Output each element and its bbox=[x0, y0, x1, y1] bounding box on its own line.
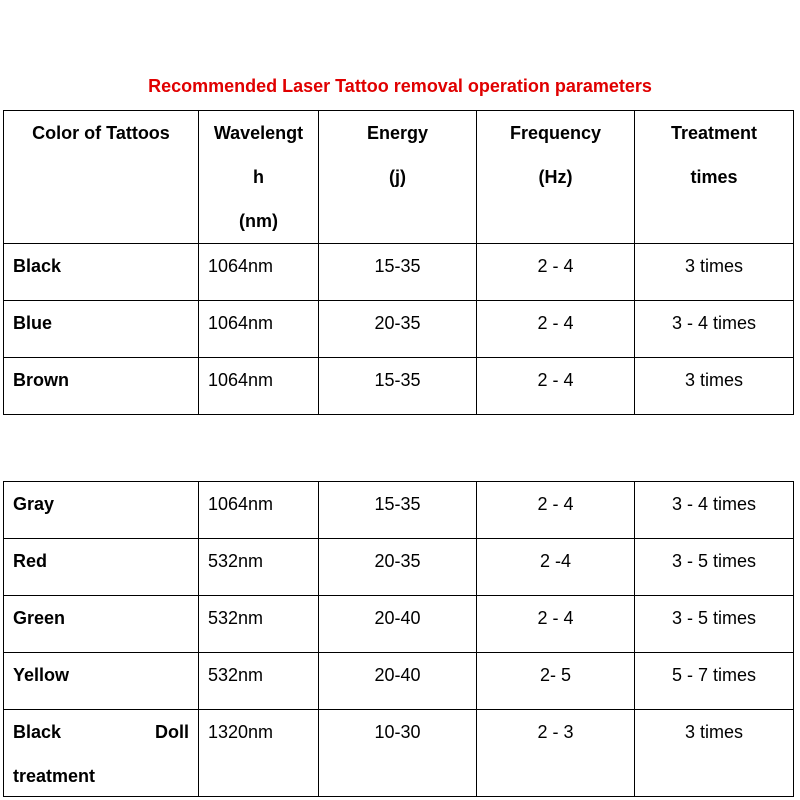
energy-cell: 15-35 bbox=[319, 358, 477, 415]
frequency-cell: 2 - 3 bbox=[477, 710, 635, 797]
times-cell: 3 - 4 times bbox=[635, 482, 794, 539]
wavelength-cell: 532nm bbox=[199, 539, 319, 596]
times-cell: 3 times bbox=[635, 358, 794, 415]
color-cell bbox=[4, 710, 199, 797]
color-word: Doll bbox=[155, 722, 189, 742]
wavelength-cell: 532nm bbox=[199, 596, 319, 653]
color-cell: Gray bbox=[4, 482, 199, 539]
times-cell: 3 - 5 times bbox=[635, 596, 794, 653]
frequency-cell: 2 - 4 bbox=[477, 596, 635, 653]
page-title: Recommended Laser Tattoo removal operation parameters bbox=[148, 76, 652, 96]
frequency-cell: 2- 5 bbox=[477, 653, 635, 710]
frequency-cell: 2 - 4 bbox=[477, 301, 635, 358]
table-row bbox=[4, 539, 794, 596]
table-row bbox=[4, 482, 794, 539]
wavelength-cell: 1320nm bbox=[199, 710, 319, 797]
frequency-cell: 2 - 4 bbox=[477, 358, 635, 415]
table-row bbox=[4, 358, 794, 415]
table-row bbox=[4, 596, 794, 653]
energy-cell: 15-35 bbox=[319, 244, 477, 301]
table-row bbox=[4, 244, 794, 301]
header-wavelength: Wavelengt h (nm) bbox=[199, 111, 319, 244]
color-cell: Brown bbox=[4, 358, 199, 415]
times-cell: 3 - 4 times bbox=[635, 301, 794, 358]
header-color: Color of Tattoos bbox=[4, 111, 199, 244]
wavelength-cell: 1064nm bbox=[199, 358, 319, 415]
parameters-table-bottom bbox=[3, 481, 794, 797]
table-row bbox=[4, 653, 794, 710]
times-cell: 5 - 7 times bbox=[635, 653, 794, 710]
table-row bbox=[4, 710, 794, 797]
energy-cell: 20-40 bbox=[319, 653, 477, 710]
wavelength-cell: 1064nm bbox=[199, 482, 319, 539]
frequency-cell: 2 - 4 bbox=[477, 244, 635, 301]
color-cell: Black bbox=[4, 244, 199, 301]
parameters-table-top bbox=[3, 110, 794, 415]
energy-cell: 20-35 bbox=[319, 539, 477, 596]
energy-cell: 20-40 bbox=[319, 596, 477, 653]
energy-cell: 15-35 bbox=[319, 482, 477, 539]
header-frequency: Frequency (Hz) bbox=[477, 111, 635, 244]
energy-cell: 20-35 bbox=[319, 301, 477, 358]
wavelength-cell: 532nm bbox=[199, 653, 319, 710]
color-word: treatment bbox=[13, 766, 96, 786]
frequency-cell: 2 - 4 bbox=[477, 482, 635, 539]
table-header-row bbox=[4, 111, 794, 244]
color-cell: Yellow bbox=[4, 653, 199, 710]
times-cell: 3 - 5 times bbox=[635, 539, 794, 596]
header-energy: Energy (j) bbox=[319, 111, 477, 244]
color-cell: Green bbox=[4, 596, 199, 653]
wavelength-cell: 1064nm bbox=[199, 301, 319, 358]
color-word: Black bbox=[13, 722, 62, 742]
times-cell: 3 times bbox=[635, 244, 794, 301]
times-cell: 3 times bbox=[635, 710, 794, 797]
table-row bbox=[4, 301, 794, 358]
frequency-cell: 2 -4 bbox=[477, 539, 635, 596]
color-cell: Blue bbox=[4, 301, 199, 358]
energy-cell: 10-30 bbox=[319, 710, 477, 797]
wavelength-cell: 1064nm bbox=[199, 244, 319, 301]
color-cell: Red bbox=[4, 539, 199, 596]
header-treatment: Treatment times bbox=[635, 111, 794, 244]
